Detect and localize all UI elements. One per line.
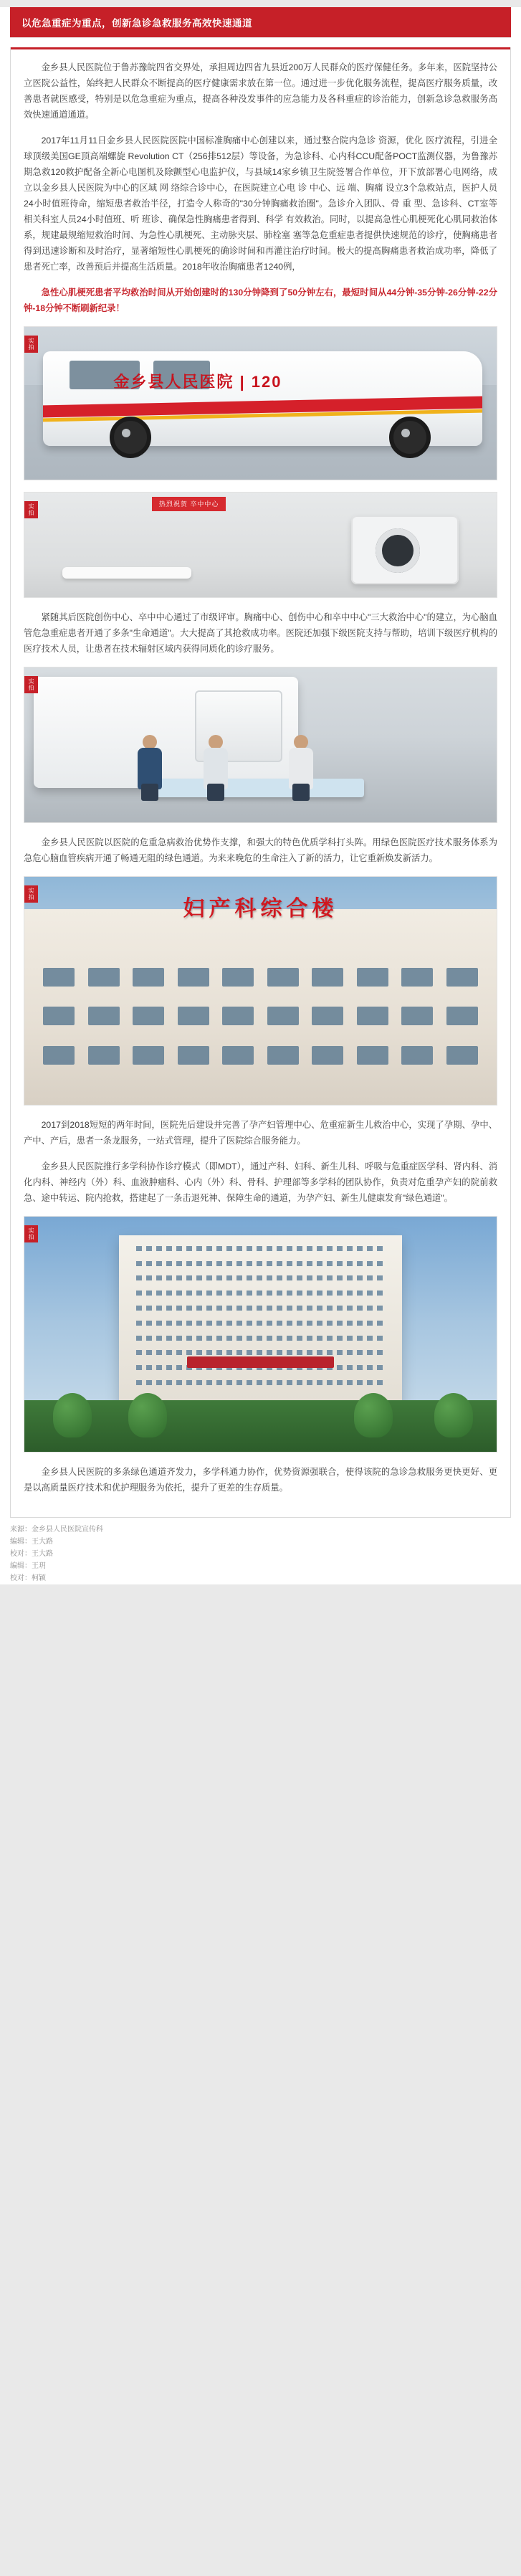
- tree: [354, 1393, 393, 1437]
- photo-ambulance-side: [24, 326, 497, 480]
- tower-window-row: [136, 1275, 386, 1280]
- building-window: [133, 1046, 164, 1065]
- building-window: [43, 1046, 75, 1065]
- photo-tag: 实拍: [24, 676, 38, 693]
- photo-tag: 实拍: [24, 336, 38, 353]
- ambulance-label: 金乡县人民医院 | 120: [113, 373, 282, 391]
- tower-window-row: [136, 1380, 386, 1385]
- building-sign-text: 妇产科综合楼: [183, 897, 338, 921]
- page-title: 以危急重症为重点，创新急诊急救服务高效快速通道: [21, 18, 252, 29]
- building-window: [446, 968, 478, 987]
- building-window: [222, 968, 254, 987]
- figure-ct-room: [24, 492, 497, 598]
- tree: [128, 1393, 167, 1437]
- photo-ambulance-rear: [24, 667, 497, 823]
- building-window: [222, 1046, 254, 1065]
- figure-hospital-tower: [24, 1216, 497, 1453]
- paragraph-6: 2017到2018短短的两年时间，医院先后建设并完善了孕产妇管理中心、危重症新生儿救治中心，实现了孕期、孕中、产中、产后，患者一条龙服务，一站式管理，提升了医院综合服务能力。: [24, 1120, 497, 1146]
- staff-legs: [141, 784, 158, 801]
- building-window-row: [43, 968, 477, 987]
- paragraph-5: 金乡县人民医院以医院的危重急病救治优势作支撑，和强大的特色优质学科打头阵。用绿色医院医疗技术服务体系为急危心脑血管疾病开通了畅通无阻的绿色通道。为来来晚危的生命注入了新的活力，让它重新焕发新活力。: [24, 837, 497, 863]
- building-window: [357, 968, 388, 987]
- tower-window-row: [136, 1336, 386, 1341]
- staff-legs: [207, 784, 224, 801]
- tower-window-row: [136, 1246, 386, 1251]
- building-window: [88, 1007, 120, 1025]
- footer-source: 来源：金乡县人民医院宣传科: [10, 1526, 103, 1534]
- medical-staff: [289, 735, 313, 801]
- building-window: [401, 1007, 433, 1025]
- building-window: [446, 1007, 478, 1025]
- photo-hospital-tower: [24, 1216, 497, 1453]
- photo-ct-room: [24, 492, 497, 598]
- footer-proofreader-2: 校对：柯颖: [10, 1574, 46, 1582]
- footer-editor-1: 编辑：王大路: [10, 1538, 53, 1546]
- building-window: [88, 1046, 120, 1065]
- building-window: [357, 1046, 388, 1065]
- medical-staff: [204, 735, 228, 801]
- paragraph-8: 金乡县人民医院的多条绿色通道齐发力，多学科通力协作，优势资源强联合，使得该院的急诊急救服务更快更好、更是以高质量医疗技术和优护理服务为依托，提升了更差的生存质量。: [24, 1467, 497, 1493]
- photo-tag: 实拍: [24, 501, 38, 518]
- tree: [53, 1393, 92, 1437]
- building-window: [178, 1046, 209, 1065]
- staff-head: [209, 735, 223, 749]
- building-window: [267, 1007, 299, 1025]
- ct-patient-table: [62, 567, 191, 579]
- hospital-tower: [119, 1235, 402, 1410]
- tower-window-row: [136, 1321, 386, 1326]
- building-window: [446, 1046, 478, 1065]
- building-window: [133, 968, 164, 987]
- article-content: [11, 49, 510, 1510]
- building-window: [312, 1007, 343, 1025]
- building-window: [312, 1046, 343, 1065]
- footer-proofreader-1: 校对：王大路: [10, 1550, 53, 1558]
- building-window: [401, 1046, 433, 1065]
- paragraph-1: 金乡县人民医院位于鲁苏豫皖四省交界处，承担周边四省九县近200万人民群众的医疗保健任务。多年来，医院坚持公立医院公益性，始终把人民群众不断提高的医疗健康需求放在第一位。通过进一步优化服务流程，提高医疗服务质量，改善患者就医感受，特别是以危急重症为重点，提高各种没发事件的应急能力及各科重症的诊治能力，创新急诊急救服务高效快速通道通道。: [24, 62, 497, 120]
- tower-sign-plate: [187, 1356, 335, 1368]
- building-window: [267, 968, 299, 987]
- building-window: [43, 968, 75, 987]
- building-window: [357, 1007, 388, 1025]
- building-window-row: [43, 1046, 477, 1065]
- tower-window-row: [136, 1350, 386, 1355]
- ambulance-wheel: [110, 417, 151, 458]
- building-window: [178, 1007, 209, 1025]
- building-window: [222, 1007, 254, 1025]
- footer-meta: [10, 1524, 511, 1584]
- photo-maternity-building: [24, 876, 497, 1106]
- figure-ambulance-side: [24, 326, 497, 480]
- ambulance-van: [34, 677, 298, 789]
- building-window: [401, 968, 433, 987]
- paragraph-4: 紧随其后医院创伤中心、卒中中心通过了市级评审。胸痛中心、创伤中心和卒中中心"三大救治中心"的建立，为心脑血管危急重症患者开通了多条"生命通道"。大大提高了其抢救成功率。医院还加强下级医院支持与帮助，培训下级医疗机构的医疗技术人员，让患者在技术辐射区域内获得同质化的诊疗服务。: [24, 612, 497, 654]
- building-facade: [24, 909, 497, 1105]
- building-window-row: [43, 1007, 477, 1025]
- building-window: [312, 968, 343, 987]
- article-body: [10, 47, 511, 1518]
- building-window: [133, 1007, 164, 1025]
- tree-line: [24, 1400, 497, 1452]
- photo-tag: 实拍: [24, 885, 38, 903]
- building-window: [88, 968, 120, 987]
- footer-editor-2: 编辑：王玥: [10, 1562, 46, 1570]
- staff-head: [294, 735, 308, 749]
- staff-legs: [292, 784, 310, 801]
- figure-ambulance-rear: [24, 667, 497, 823]
- paragraph-3-highlight: 急性心肌梗死患者平均救治时间从开始创建时的130分钟降到了50分钟左右，最短时间从44分钟-35分钟-26分钟-22分钟-18分钟不断刷新纪录！: [24, 287, 497, 313]
- page-title-banner: [10, 7, 511, 37]
- paragraph-7: 金乡县人民医院推行多学科协作诊疗模式（即MDT），通过产科、妇科、新生儿科、呼吸与危重症医学科、肾内科、消化内科、神经内（外）科、血液肿瘤科、心内（外）科、骨科、护理部等多学科的团队协作，负责对危重孕产妇的院前救急、途中转运、院内抢救，搭建起了一条击退死神、保障生命的通道，为孕产妇、新生儿健康发育"绿色通道"。: [24, 1161, 497, 1203]
- photo-tag: 实拍: [24, 1225, 38, 1242]
- tower-window-row: [136, 1261, 386, 1266]
- ambulance-wheel: [389, 417, 431, 458]
- medical-staff: [138, 735, 162, 801]
- ct-room-banner: 热烈祝贺 卒中中心: [152, 497, 226, 511]
- staff-head: [143, 735, 157, 749]
- patient-stretcher: [147, 779, 364, 797]
- building-window: [43, 1007, 75, 1025]
- page-root: [0, 7, 521, 1584]
- figure-maternity-building: [24, 876, 497, 1106]
- paragraph-2: 2017年11月11日金乡县人民医院医院中国标准胸痛中心创建以来，通过整合院内急诊 资源，优化 医疗流程，引进全球顶级美国GE顶高端螺旋 Revolution CT（256排512层）等设备，为急诊科、心内科CCU配备POCT监测仪器，为鲁豫苏期急救120救护配备全新心电图机及除颤型心电监护仪，与县域14家乡镇卫生院签署合作单位，开下放部署心电网络，成立以金乡县人民医院为中心的区域 网 络综合诊中心，在医院建立心电 诊 中心、远 端、胸痛 设立3个急救站点，医护人员24小时值班待命，缩短患者救治半径，打造令人称奇的"30分钟胸痛救治圈"。急诊介入团队、骨 重 型、急诊科、CT室等相关科室人员24小时值班、听 班诊、确保急性胸痛患者得到、科学 有效救治。同时，以提高急性心肌梗死化心肌同救治体系，规建最规缩短救治时间、为急性心肌梗死、主动脉夹层、肺栓塞 塞等急危重症患者提供快速规范的诊疗，使胸痛患者得到迅速诊断和及时治疗，显著缩短性心肌梗死的确诊时间和再灌注治疗时间。极大的提高胸痛患者救治成功率，降低了患者死亡率，改善预后并提高生活质量。2018年收治胸痛患者1240例，: [24, 136, 497, 272]
- tower-window-row: [136, 1306, 386, 1311]
- tree: [434, 1393, 473, 1437]
- ct-scanner-bore: [376, 528, 420, 573]
- building-window: [267, 1046, 299, 1065]
- ct-scanner: [351, 515, 459, 584]
- tower-window-row: [136, 1291, 386, 1296]
- building-window: [178, 968, 209, 987]
